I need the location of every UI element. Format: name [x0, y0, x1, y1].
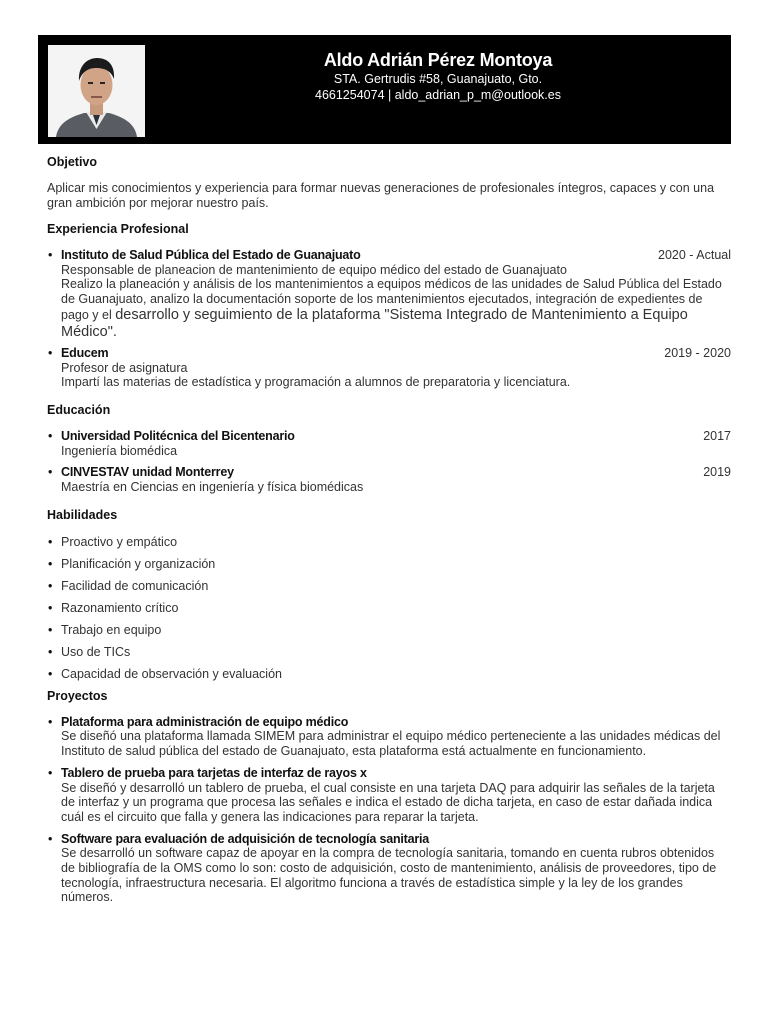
skill-item: • Trabajo en equipo [61, 622, 731, 644]
candidate-contact: 4661254074 | aldo_adrian_p_m@outlook.es [315, 88, 561, 102]
educacion-item [61, 465, 731, 494]
educacion-degree: Maestría en Ciencias en ingeniería y física biomédicas [61, 480, 364, 495]
habilidades-list [47, 534, 731, 688]
proyecto-desc: Se desarrolló un software capaz de apoyar en la compra de tecnología sanitaria, tomando en cuenta rubros obtenidos de bibliografía de la OMS como lo son: costo de adquisición, costo de mantenimiento, análisis de proveedores, tipo de tecnología, infraestructura necesaria. El algoritmo funciona a través de estadística simple y la ley de los grandes números. [61, 846, 717, 905]
skill-item: • Planificación y organización [61, 556, 731, 578]
experiencia-item [61, 248, 731, 341]
proyecto-item [61, 832, 731, 906]
experiencia-org: • Instituto de Salud Pública del Estado de Guanajuato [61, 248, 361, 262]
proyecto-desc: Se diseñó y desarrolló un tablero de prueba, el cual consiste en una tarjeta DAQ para adquirir las señales de la tarjeta de interfaz y un programa que procesa las señales e indica el estado de dicha tarjeta, en caso de estar dañada indica cuál es el circuito que falla y genera las indicaciones para reparar la tarjeta. [61, 780, 715, 824]
experiencia-date: 2020 - Actual [658, 248, 731, 262]
experiencia-desc-large: desarrollo y seguimiento de la plataforma "Sistema Integrado de Mantenimiento a Equipo Médico". [61, 306, 688, 340]
objetivo-text: Aplicar mis conocimientos y experiencia para formar nuevas generaciones de profesionales íntegros, capaces y con una gran ambición por mejorar nuestro país. [47, 181, 715, 210]
candidate-name: Aldo Adrián Pérez Montoya [323, 50, 553, 70]
educacion-school: • CINVESTAV unidad Monterrey [61, 465, 234, 480]
section-title-educacion: Educación [47, 402, 111, 417]
skill-item: • Razonamiento crítico [61, 600, 731, 622]
experiencia-item [61, 346, 731, 390]
experiencia-desc: Impartí las materias de estadística y programación a alumnos de preparatoria y licenciatura. [61, 375, 571, 390]
skill-item: • Uso de TICs [61, 644, 731, 666]
candidate-address: STA. Gertrudis #58, Guanajuato, Gto. [333, 72, 543, 86]
proyecto-item [61, 766, 731, 825]
profile-photo [48, 45, 145, 137]
section-title-proyectos: Proyectos [47, 688, 108, 703]
experiencia-date: 2019 - 2020 [664, 345, 731, 360]
header-text [145, 49, 731, 103]
experiencia-role: Profesor de asignatura [61, 360, 188, 375]
experiencia-desc: Realizo la planeación y análisis de los mantenimientos a equipos médicos de las unidades de Salud Pública del Estado de Guanajuato, analizo la documentación soporte de los mantenimientos ejecutados, integración de expedientes de pago y el desarrollo y seguimiento de la plataforma "Sistema Integrado de Mantenimiento a Equipo Médico". [61, 277, 722, 340]
proyecto-name: • Tablero de prueba para tarjetas de interfaz de rayos x [61, 765, 367, 780]
proyecto-name: • Software para evaluación de adquisición de tecnología sanitaria [61, 831, 430, 846]
educacion-year: 2017 [703, 428, 731, 443]
resume-body [47, 154, 731, 905]
experiencia-list [47, 248, 731, 390]
section-title-objetivo: Objetivo [47, 155, 98, 169]
experiencia-org: • Educem [61, 345, 109, 360]
section-title-experiencia: Experiencia Profesional [47, 222, 189, 236]
person-portrait-icon [48, 45, 145, 137]
proyecto-name: • Plataforma para administración de equipo médico [61, 714, 349, 729]
skill-item: • Capacidad de observación y evaluación [61, 666, 731, 688]
skill-item: • Proactivo y empático [61, 534, 731, 556]
section-title-habilidades: Habilidades [47, 507, 118, 522]
educacion-year: 2019 [703, 465, 731, 480]
educacion-item [61, 429, 731, 458]
experiencia-role: Responsable de planeacion de mantenimiento de equipo médico del estado de Guanajuato [61, 262, 567, 277]
skill-item: • Facilidad de comunicación [61, 578, 731, 600]
educacion-list [47, 429, 731, 495]
educacion-degree: Ingeniería biomédica [61, 443, 178, 458]
resume-header [38, 35, 731, 144]
proyecto-desc: Se diseñó una plataforma llamada SIMEM para administrar el equipo médico perteneciente a las unidades médicas del Instituto de salud pública del estado de Guanajuato, esta plataforma está actualmente en funcionamiento. [61, 729, 721, 759]
educacion-school: • Universidad Politécnica del Bicentenario [61, 428, 295, 443]
proyecto-item [61, 715, 731, 759]
proyectos-list [47, 715, 731, 905]
